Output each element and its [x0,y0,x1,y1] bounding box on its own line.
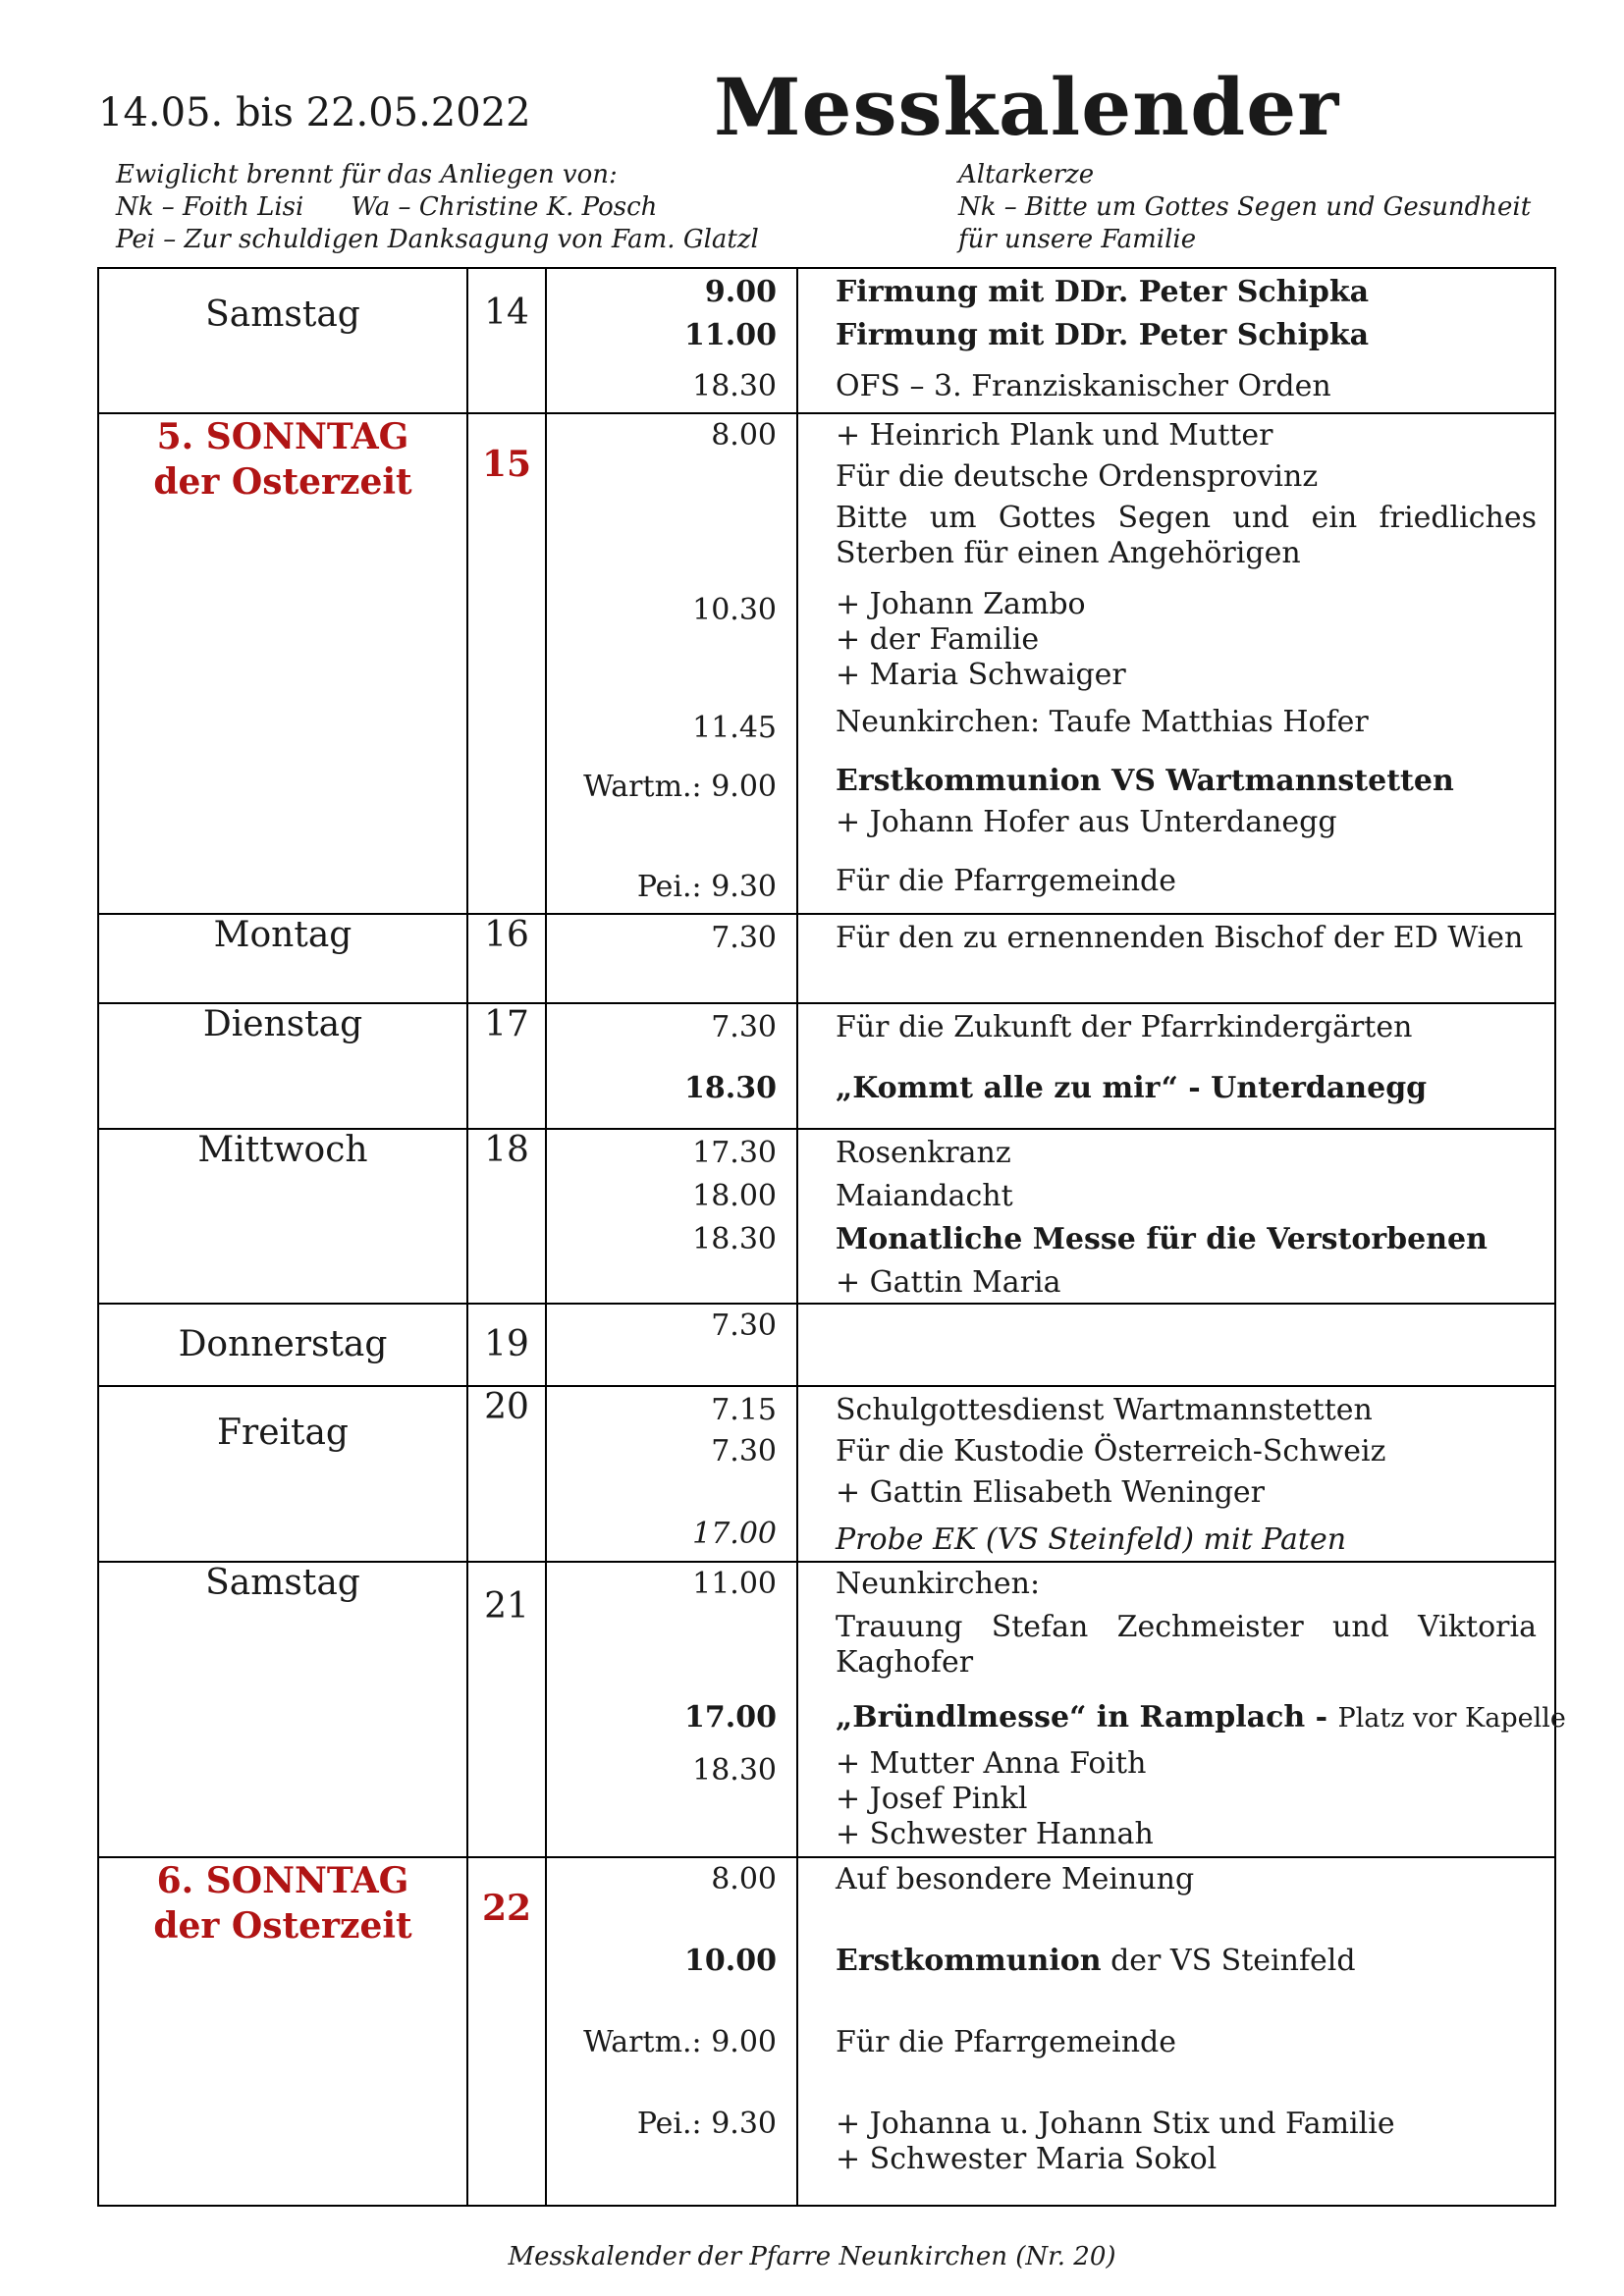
mass-time: 8.00 [711,418,777,453]
ewiglicht-wa: Wa – Christine K. Posch [351,192,658,222]
mass-intention: + Johann Zambo [836,587,1086,621]
mass-time: Wartm.: 9.00 [583,770,777,804]
altarkerze-line1: Nk – Bitte um Gottes Segen und Gesundheit [958,192,1532,222]
table-row [98,1562,1555,1857]
mass-intention: Maiandacht [836,1179,1013,1213]
mass-time: 10.30 [692,593,777,627]
day-name: Montag [98,914,467,1003]
day-name: Samstag [98,268,467,413]
mass-intention: Schulgottesdienst Wartmannstetten [836,1393,1373,1427]
mass-intention: Für die Pfarrgemeinde [836,2025,1176,2059]
mass-time: 17.00 [692,1517,777,1551]
mass-intention: + Gattin Maria [836,1265,1061,1300]
mass-time: 9.00 [704,275,777,309]
page-footer: Messkalender der Pfarre Neunkirchen (Nr. 20) [508,2242,1116,2271]
date-range: 14.05. bis 22.05.2022 [98,90,531,135]
day-date: 17 [467,1003,546,1129]
mass-intention: Bitte um Gottes Segen und ein friedliches Sterben für einen Angehörigen [836,501,1537,570]
mass-intention: Probe EK (VS Steinfeld) mit Paten [836,1522,1347,1557]
mass-intention: + Johanna u. Johann Stix und Familie [836,2107,1395,2141]
day-name: Mittwoch [98,1129,467,1304]
mass-intention: Firmung mit DDr. Peter Schipka [836,318,1370,352]
ewiglicht-pei: Pei – Zur schuldigen Danksagung von Fam. Glatzl [116,225,759,254]
mass-intention: + Maria Schwaiger [836,658,1126,692]
mass-time: 7.30 [711,1308,777,1343]
mass-intention-rest: der VS Steinfeld [1101,1944,1356,1978]
mass-intention: Trauung Stefan Zechmeister und Viktoria Kaghofer [836,1610,1537,1680]
sunday-subtitle: der Osterzeit [153,1905,412,1947]
table-row [98,413,1555,914]
mass-time: 17.30 [692,1136,777,1170]
mass-intention: + Johann Hofer aus Unterdanegg [836,805,1337,839]
day-date: 15 [467,413,546,914]
mass-time: 7.30 [711,1434,777,1468]
mass-time: 18.30 [692,1753,777,1788]
sunday-title: 5. SONNTAG [156,416,409,457]
mass-time: 18.30 [684,1071,777,1105]
day-name: Samstag [98,1562,467,1857]
mass-intention: Firmung mit DDr. Peter Schipka [836,275,1370,309]
page-title: Messkalender [714,61,1340,153]
mass-time: 11.00 [684,318,777,352]
mass-intention: Für die Pfarrgemeinde [836,864,1176,898]
mass-intention: + Heinrich Plank und Mutter [836,418,1273,453]
mass-time: Pei.: 9.30 [636,870,777,904]
mass-intention: + Mutter Anna Foith [836,1746,1147,1781]
sunday-subtitle: der Osterzeit [153,461,412,503]
mass-intention-title: Erstkommunion [836,1944,1102,1978]
mass-intention-title: „Bründlmesse“ in Ramplach [836,1700,1306,1735]
day-date: 21 [467,1562,546,1857]
ewiglicht-nk: Nk – Foith Lisi [116,192,304,222]
day-date: 16 [467,914,546,1003]
table-row [98,1304,1555,1386]
mass-time: 8.00 [711,1862,777,1896]
mass-time: Wartm.: 9.00 [583,2025,777,2059]
ewiglicht-label: Ewiglicht brennt für das Anliegen von: [116,160,618,189]
day-name [98,413,467,914]
day-date: 22 [467,1857,546,2206]
day-date: 20 [467,1386,546,1562]
mass-time: 11.00 [692,1567,777,1601]
mass-time: Pei.: 9.30 [636,2107,777,2141]
table-row [98,914,1555,1003]
mass-intention: + Schwester Hannah [836,1817,1154,1851]
day-name: Dienstag [98,1003,467,1129]
day-name: Freitag [98,1386,467,1562]
mass-intention: Monatliche Messe für die Verstorbenen [836,1222,1488,1256]
mass-intention: Für die Zukunft der Pfarrkindergärten [836,1010,1413,1044]
day-date: 19 [467,1304,546,1386]
altarkerze-block [958,159,1531,256]
table-row [98,1857,1555,2206]
table-row [98,268,1555,413]
mass-time: 18.30 [692,369,777,403]
mass-intention: + Josef Pinkl [836,1782,1028,1816]
mass-intention [798,1944,1554,1979]
mass-intention [798,1700,1566,1736]
day-date: 14 [467,268,546,413]
altarkerze-line2: für unsere Familie [958,225,1197,254]
day-name [98,1857,467,2206]
mass-intention: Für die Kustodie Österreich-Schweiz [836,1434,1386,1468]
mass-intention: Rosenkranz [836,1136,1011,1170]
mass-time: 7.30 [711,1010,777,1044]
mass-intention-separator: - [1305,1700,1338,1735]
mass-intention: Auf besondere Meinung [836,1862,1195,1896]
mass-time: 7.15 [711,1393,777,1427]
mass-calendar-table [97,267,1566,2207]
mass-intention: + Gattin Elisabeth Weninger [836,1475,1266,1510]
mass-intention: + Schwester Maria Sokol [836,2142,1218,2176]
mass-intention: + der Familie [836,622,1040,657]
table-row [98,1386,1555,1562]
mass-time: 18.00 [692,1179,777,1213]
mass-time: 17.00 [684,1700,777,1735]
mass-intention: Für den zu ernennenden Bischof der ED Wien [836,921,1524,955]
mass-intention: OFS – 3. Franziskanischer Orden [836,369,1331,403]
mass-time: 10.00 [684,1944,777,1978]
mass-intention-note: Platz vor Kapelle [1337,1703,1566,1734]
day-name: Donnerstag [98,1304,467,1386]
mass-intention: Erstkommunion VS Wartmannstetten [836,764,1454,798]
ewiglicht-block [116,159,759,256]
mass-time: 11.45 [692,711,777,745]
mass-time: 7.30 [711,921,777,955]
table-row [98,1003,1555,1129]
table-row [98,1129,1555,1304]
sunday-title: 6. SONNTAG [156,1860,409,1901]
mass-intention: Neunkirchen: [836,1567,1041,1601]
day-date: 18 [467,1129,546,1304]
mass-time: 18.30 [692,1222,777,1256]
altarkerze-label: Altarkerze [958,160,1095,189]
mass-intention: Für die deutsche Ordensprovinz [836,459,1319,494]
mass-intention: Neunkirchen: Taufe Matthias Hofer [836,705,1369,739]
mass-intention: „Kommt alle zu mir“ - Unterdanegg [836,1071,1428,1105]
